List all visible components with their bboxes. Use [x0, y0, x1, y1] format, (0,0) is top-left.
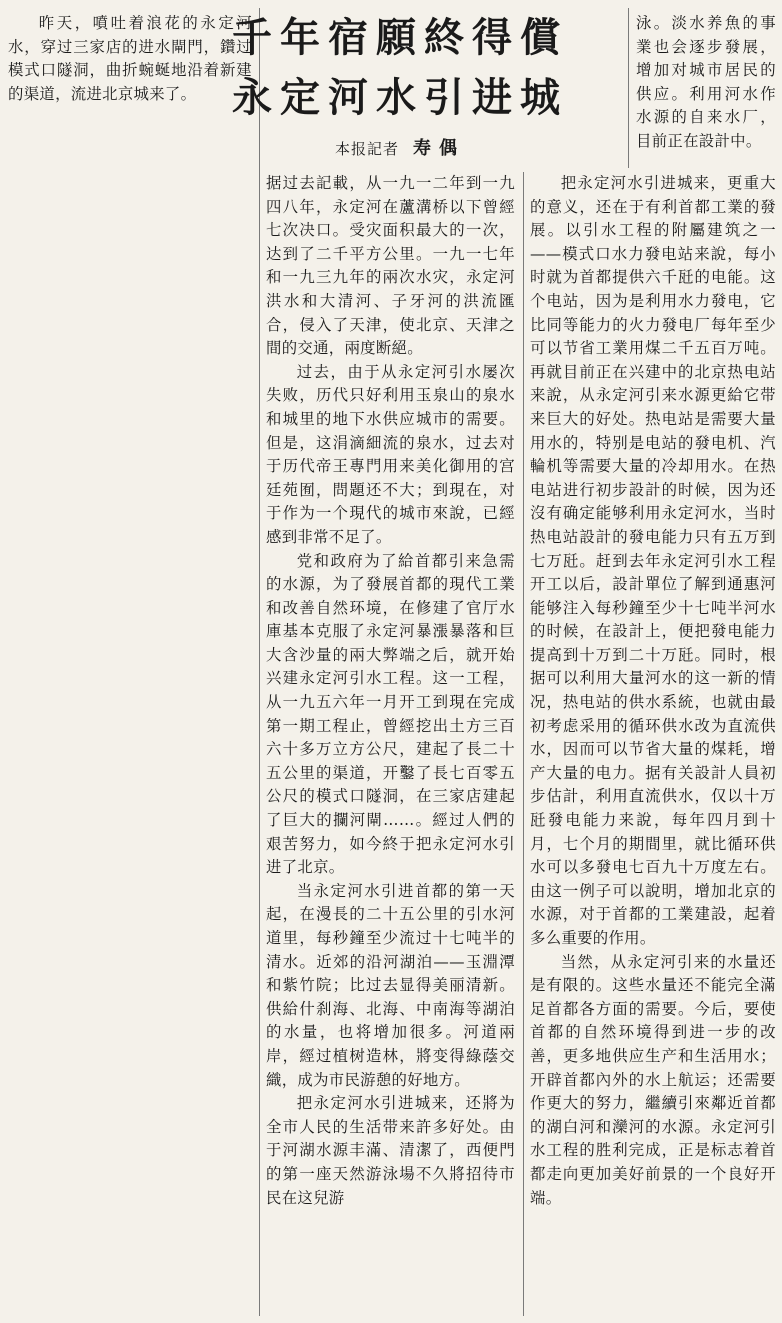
article-column-1 [8, 12, 252, 1318]
paragraph: 据过去記載，从一九一二年到一九四八年，永定河在蘆溝桥以下曾經七次决口。受灾面积最大的一次，达到了二千平方公里。一九一七年和一九三九年的兩次水灾，永定河洪水和大清河、子牙河的洪流匯合，侵入了天津，使北京、天津之間的交通，兩度断絕。 [266, 174, 515, 358]
column-rule [523, 172, 524, 1316]
paragraph: 把永定河水引进城来，更重大的意义，还在于有利首都工業的發展。以引水工程的附屬建筑之一——模式口水力發电站来說，每小时就为首都提供六千瓩的电能。这个电站，因为是利用水力發电，它比同等能力的火力發电厂每年至少可以节省工業用煤二千五百万吨。再就目前正在兴建中的北京热电站来說，从永定河引来水源更給它带来巨大的好处。热电站是需要大量用水的，特别是电站的發电机、汽輪机等需要大量的冷却用水。在热电站进行初步設計的时候，因为还沒有确定能够利用永定河水，当时热电站設計的發电能力只有五万到七万瓩。赶到去年永定河引水工程开工以后，設計單位了解到通惠河能够注入每秒鐘至少十七吨半河水的时候，在設計上，便把發电能力提高到十万到二十万瓩。同时，根据可以利用大量河水的这一新的情况，热电站的供水系統，也就由最初考虑采用的循环供水改为直流供水，因而可以节省大量的煤耗，增产大量的电力。据有关設計人員初步估計，利用直流供水，仅以十万瓩發电能力来說，每年四月到十月，七个月的期間里，就比循环供水可以多發电七百九十万度左右。由这一例子可以說明，增加北京的水源，对于首都的工業建設，起着多么重要的作用。 [530, 174, 776, 947]
paragraph: 泳。淡水养魚的事業也会逐步發展，增加对城市居民的供应。利用河水作水源的自来水厂，目前正在設計中。 [636, 14, 776, 150]
paragraph: 把永定河水引进城来，还將为全市人民的生活带来許多好处。由于河湖水源丰滿、清潔了，西便門的第一座天然游泳場不久將招待市民在这兒游 [266, 1094, 515, 1207]
article-column-3 [530, 172, 776, 1318]
byline-name: 寿偶 [413, 138, 465, 159]
column-rule [628, 8, 629, 168]
paragraph: 过去，由于从永定河引水屡次失败，历代只好利用玉泉山的泉水和城里的地下水供应城市的需要。但是，这涓滴細流的泉水，过去对于历代帝王專門用来美化御用的宫廷苑囿，問題还不大；到現在，对于作为一个現代的城市來說，已經感到非常不足了。 [266, 362, 515, 546]
paragraph: 当然，从永定河引来的水量还是有限的。这些水量还不能完全滿足首都各方面的需要。今后，要使首都的自然环境得到进一步的改善，更多地供应生产和生活用水；开辟首都內外的水上航运；还需要作更大的努力，繼續引來鄰近首都的湖白河和灤河的水源。永定河引水工程的胜利完成，正是标志着首都走向更加美好前景的一个良好开端。 [530, 952, 776, 1207]
article-column-3-top [636, 12, 776, 170]
paragraph: 党和政府为了給首都引来急需的水源，为了發展首都的現代工業和改善自然环境，在修建了官厅水庫基本克服了永定河暴漲暴落和巨大含沙量的兩大弊端之后，就开始兴建永定河引水工程。这一工程，从一九五六年一月开工到現在完成第一期工程止，曾經挖出土方三百六十多万立方公尺，建起了長二十五公里的渠道，开鑿了長七百零五公尺的模式口隧洞，在三家店建起了巨大的攔河閘……。經过人們的艰苦努力，如今終于把永定河水引进了北京。 [266, 551, 515, 877]
paragraph: 昨天，噴吐着浪花的永定河水，穿过三家店的进水閘門，鑽过模式口隧洞，曲折蜿蜒地沿着新建的渠道，流进北京城来了。 [8, 14, 252, 103]
article-column-2 [266, 172, 515, 1318]
byline-prefix: 本报記者 [334, 140, 399, 158]
paragraph: 当永定河水引进首都的第一天起，在漫長的二十五公里的引水河道里，每秒鐘至少流过十七吨半的清水。近郊的沿河湖泊——玉淵潭和紫竹院；比过去显得美丽清新。供給什刹海、北海、中南海等湖泊的水量，也将增加很多。河道兩岸，經过植树造林，將变得綠蔭交織，成为市民游憩的好地方。 [266, 881, 515, 1089]
headline-line-1: 千年宿願終得償 [232, 15, 568, 61]
column-rule [259, 8, 260, 1316]
headline-line-2: 永定河水引进城 [232, 75, 568, 121]
